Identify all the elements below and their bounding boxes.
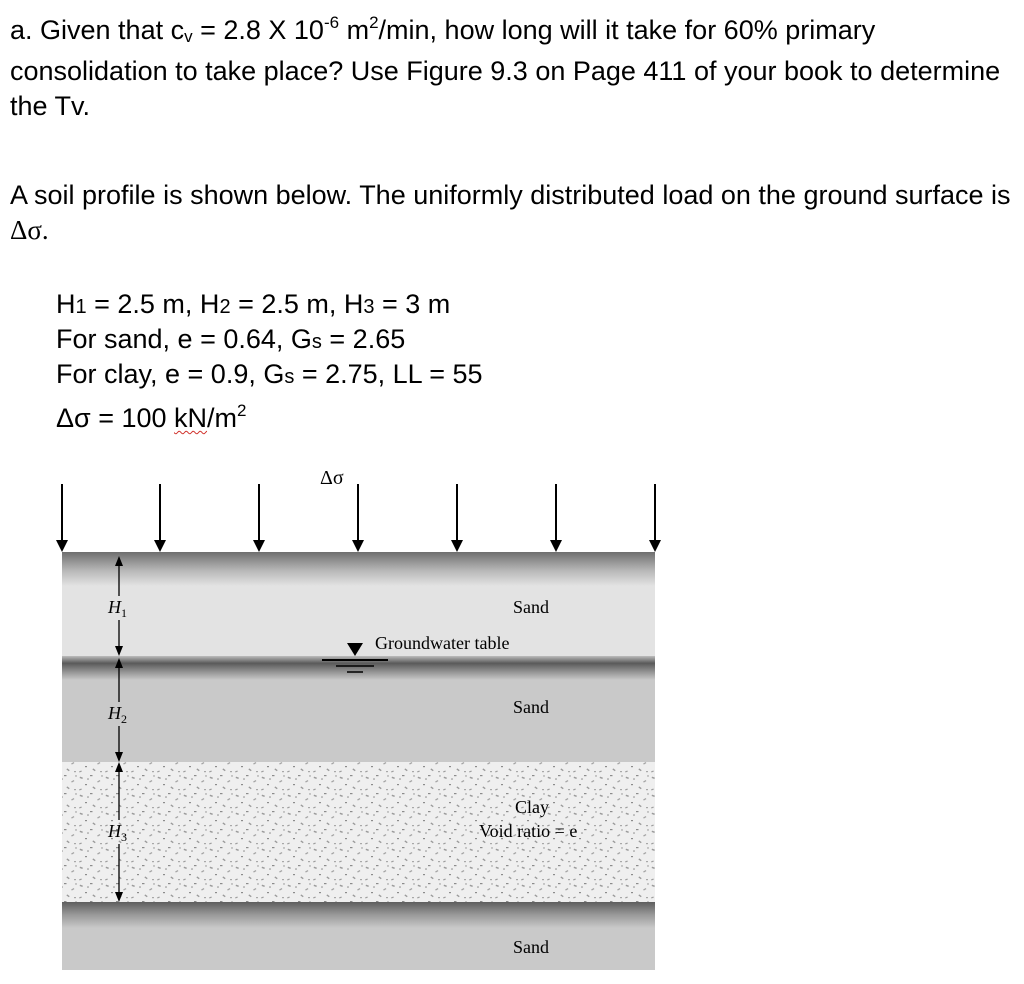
load-unit-kn: kN bbox=[174, 403, 208, 433]
h1-dim-sub: 1 bbox=[121, 606, 127, 620]
h3-dim-letter: H bbox=[108, 821, 121, 841]
h1-sub: 1 bbox=[75, 296, 87, 318]
clay-gs-sub: s bbox=[284, 366, 295, 388]
load-pre: Δσ = 100 bbox=[56, 403, 175, 433]
h2-dim-sub: 2 bbox=[121, 712, 127, 726]
h3-value: = 3 m bbox=[374, 289, 451, 319]
q-text-1: a. Given that c bbox=[10, 15, 185, 45]
q-text-4: /min, how long will it take for 60% primary consolidation to take place? Use Figure 9.3 on Page 411 of your book to determine the Tv. bbox=[10, 15, 1001, 121]
layer1-label: Sand bbox=[513, 597, 549, 617]
q-text-2: = 2.8 X 10 bbox=[192, 15, 324, 45]
intro-text: A soil profile is shown below. The uniformly distributed load on the ground surface is bbox=[10, 180, 1011, 210]
exponent: -6 bbox=[323, 13, 340, 32]
load-arrows bbox=[62, 484, 655, 548]
gwt-label: Groundwater table bbox=[375, 633, 510, 653]
layer2-label: Sand bbox=[513, 697, 549, 717]
sand-pre: For sand, e = 0.64, G bbox=[56, 324, 312, 354]
h1-letter: H bbox=[56, 289, 76, 319]
bottom-sand-band bbox=[62, 902, 655, 928]
h2-dim-letter: H bbox=[108, 703, 121, 723]
h3-dim-sub: 3 bbox=[121, 830, 127, 844]
h2-value: = 2.5 m, H bbox=[230, 289, 364, 319]
h1-dim-letter: H bbox=[108, 597, 121, 617]
top-sand-band bbox=[62, 552, 655, 586]
void-label: Void ratio = e bbox=[479, 821, 578, 841]
load-unit-m: /m bbox=[207, 403, 238, 433]
load-unit-sup: 2 bbox=[237, 401, 247, 420]
sand-layer-2 bbox=[62, 680, 655, 762]
h1-value: = 2.5 m, H bbox=[86, 289, 220, 319]
sand-post: = 2.65 bbox=[321, 324, 406, 354]
sand-layer-3 bbox=[62, 928, 655, 970]
clay-label: Clay bbox=[515, 797, 549, 817]
load-arrowheads bbox=[56, 540, 661, 552]
intro-symbol: Δσ. bbox=[10, 215, 49, 245]
h3-sub: 3 bbox=[363, 296, 375, 318]
clay-pre: For clay, e = 0.9, G bbox=[56, 359, 285, 389]
clay-post: = 2.75, LL = 55 bbox=[294, 359, 483, 389]
sand-gs-sub: s bbox=[311, 331, 322, 353]
unit-square: 2 bbox=[369, 13, 379, 32]
layer4-label: Sand bbox=[513, 937, 549, 957]
q-text-3: m bbox=[339, 15, 370, 45]
cv-subscript: v bbox=[184, 27, 193, 46]
load-label: Δσ bbox=[320, 467, 344, 489]
h2-sub: 2 bbox=[219, 296, 231, 318]
